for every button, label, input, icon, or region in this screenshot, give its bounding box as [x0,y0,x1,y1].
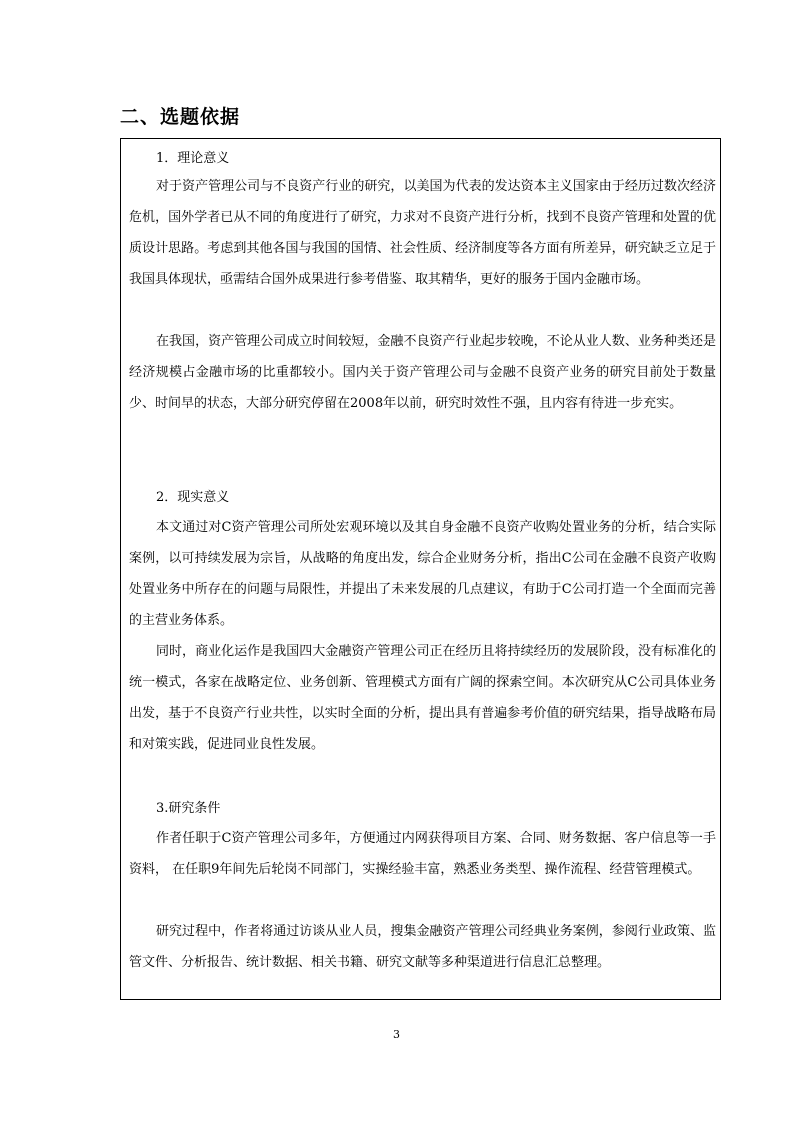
paragraph-practice-2: 同时，商业化运作是我国四大金融资产管理公司正在经历且将持续经历的发展阶段，没有标准化的统一模式，各家在战略定位、业务创新、管理模式方面有广阔的探索空间。本次研究从C公司具体业务出发，基于不良资产行业共性，以实时全面的分析，提出具有普遍参考价值的研究结果，指导战略布局和对策实践，促进同业良性发展。 [129,644,716,752]
paragraph-theory-2: 在我国，资产管理公司成立时间较短，金融不良资产行业起步较晚，不论从业人数、业务种类还是经济规模占金融市场的比重都较小。国内关于资产管理公司与金融不良资产业务的研究目前处于数量少、时间早的状态，大部分研究停留在2008年以前，研究时效性不强，且内容有待进一步充实。 [129,334,716,411]
subheading-conditions: 3.研究条件 [156,801,221,816]
section-title: 二、选题依据 [120,106,241,128]
paragraph-conditions-2: 研究过程中，作者将通过访谈从业人员，搜集金融资产管理公司经典业务案例，参阅行业政策、监管文件、分析报告、统计数据、相关书籍、研究文献等多种渠道进行信息汇总整理。 [129,924,716,970]
paragraph-practice-1: 本文通过对C资产管理公司所处宏观环境以及其自身金融不良资产收购处置业务的分析，结合实际案例，以可持续发展为宗旨，从战略的角度出发，综合企业财务分析，指出C公司在金融不良资产收购处置业务中所存在的问题与局限性，并提出了未来发展的几点建议，有助于C公司打造一个全面而完善的主营业务体系。 [129,520,716,628]
paragraph-theory-1: 对于资产管理公司与不良资产行业的研究，以美国为代表的发达资本主义国家由于经历过数次经济危机，国外学者已从不同的角度进行了研究，力求对不良资产进行分析，找到不良资产管理和处置的优质设计思路。考虑到其他各国与我国的国情、社会性质、经济制度等各方面有所差异，研究缺乏立足于我国具体现状，亟需结合国外成果进行参考借鉴、取其精华，更好的服务于国内金融市场。 [129,179,716,287]
paragraph-conditions-1: 作者任职于C资产管理公司多年，方便通过内网获得项目方案、合同、财务数据、客户信息等一手资料， 在任职9年间先后轮岗不同部门，实操经验丰富，熟悉业务类型、操作流程、经营管理模式。 [129,831,716,877]
content-frame [120,138,721,1000]
page-number: 3 [393,1028,400,1041]
subheading-practice: 2．现实意义 [156,490,230,505]
subheading-theory: 1．理论意义 [156,151,230,166]
